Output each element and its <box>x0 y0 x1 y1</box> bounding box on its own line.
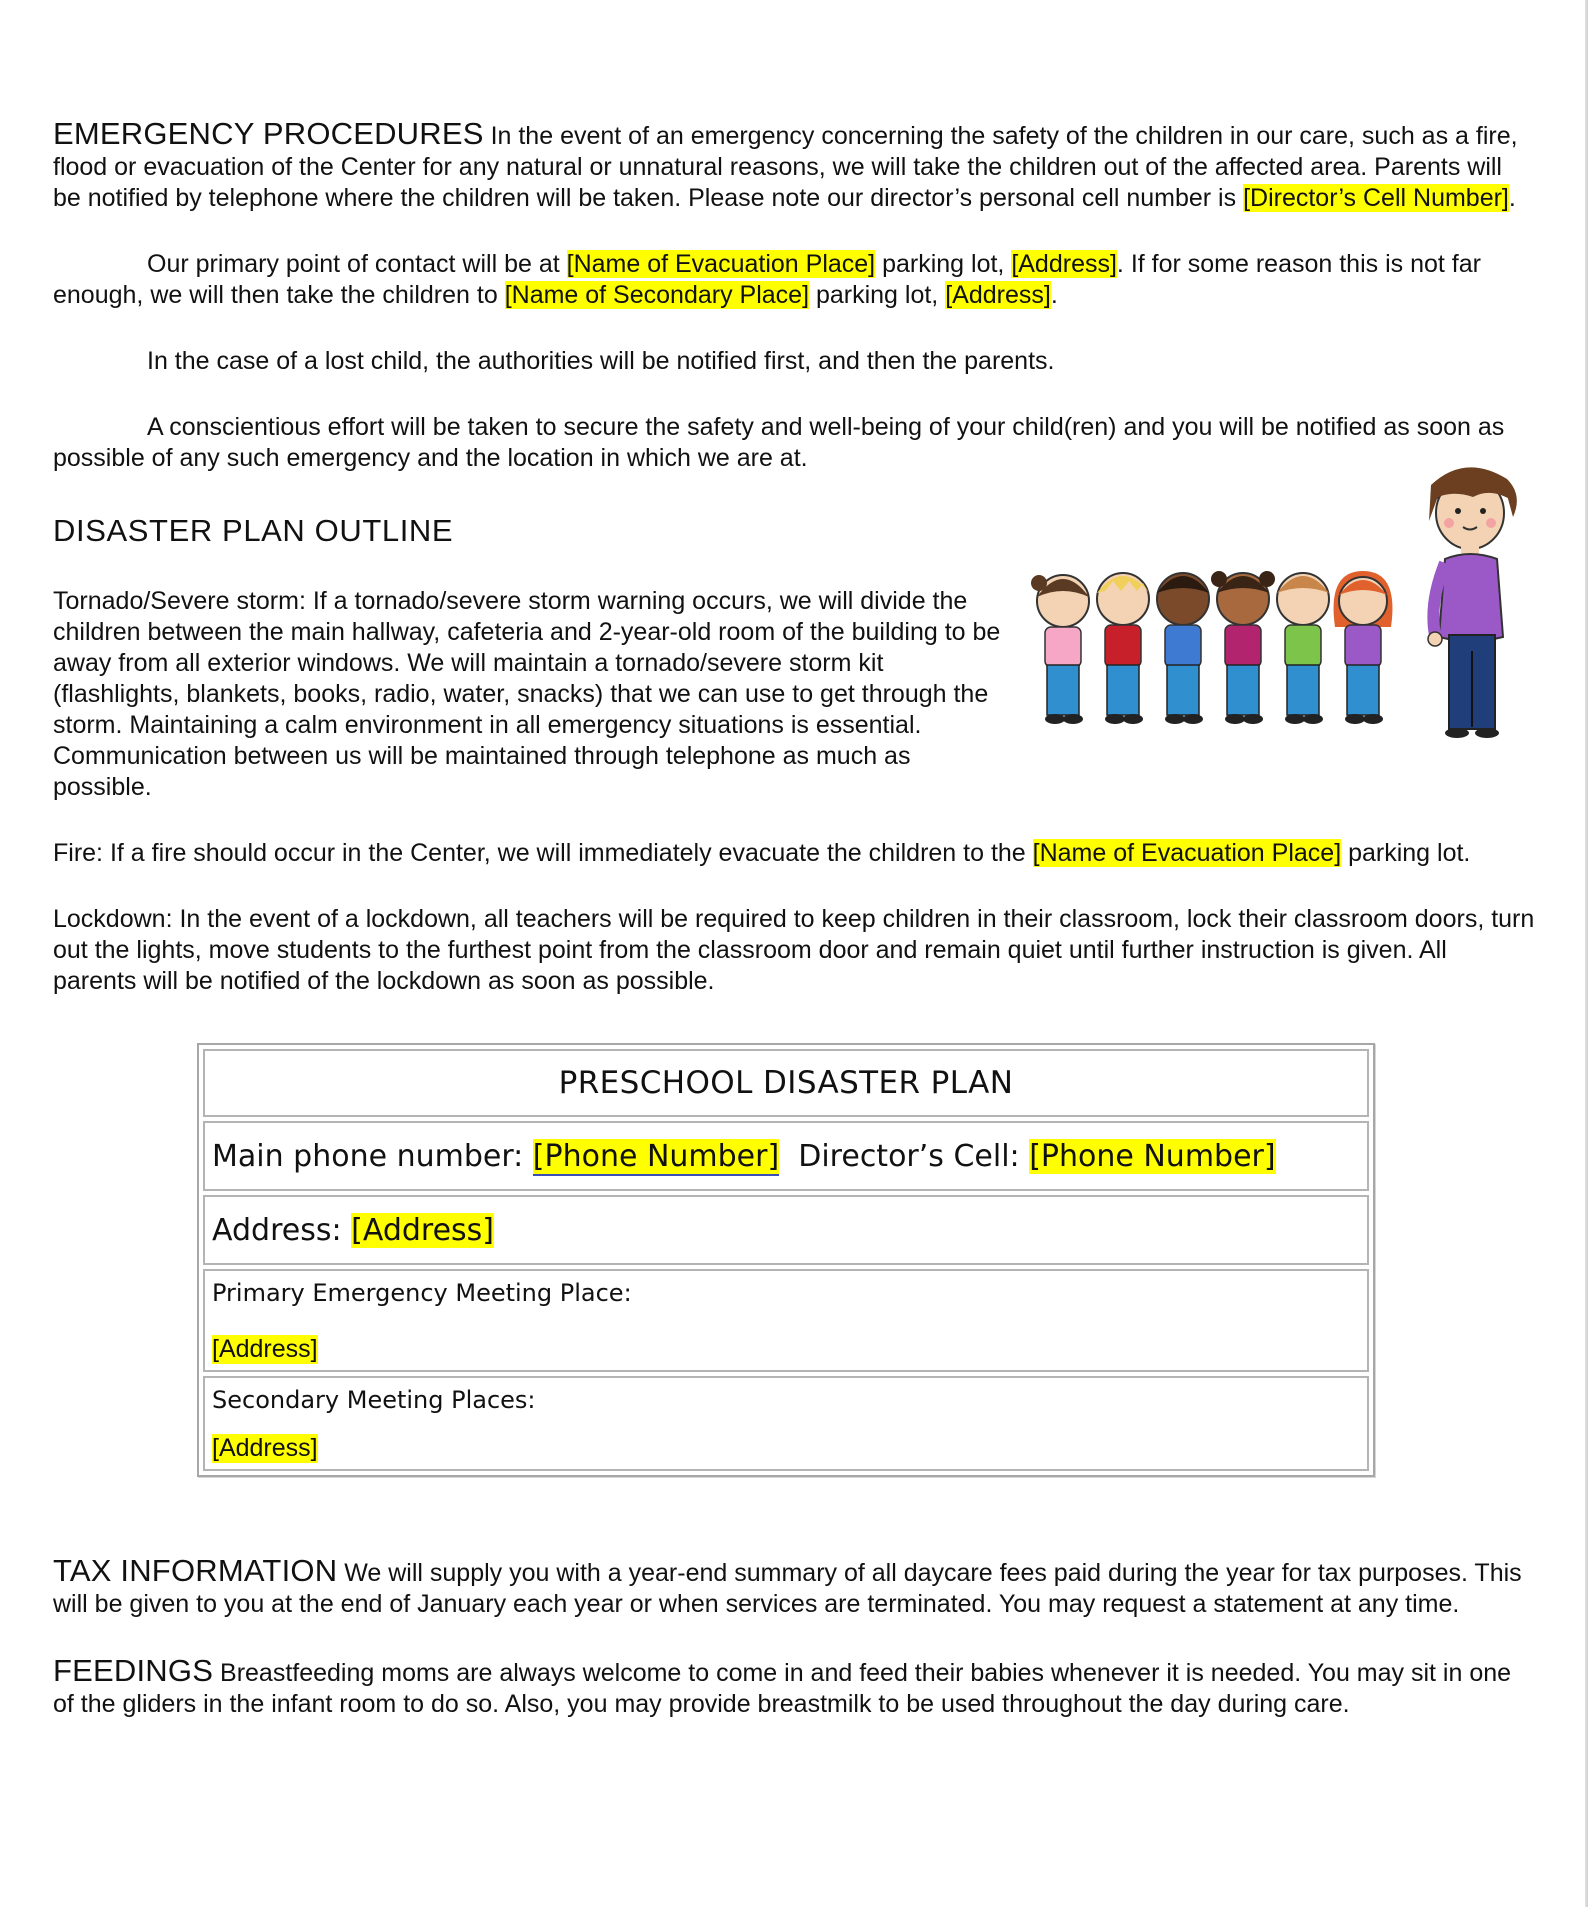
address-placeholder: [Address] <box>1011 250 1117 278</box>
secondary-meeting-row <box>203 1376 1369 1471</box>
lost-child-paragraph: In the case of a lost child, the authorities will be notified first, and then the parents. <box>147 347 1055 375</box>
lockdown-paragraph: Lockdown: In the event of a lockdown, all teachers will be required to keep children in their classroom, lock their classroom doors, turn out the lights, move students to the furthest point from the classroom door and remain quiet until further instruction is given. All parents will be notified of the lockdown as soon as possible. <box>53 905 1535 995</box>
child-figure-1 <box>1031 575 1089 724</box>
phone-row: Main phone number: [Phone Number] Director’s Cell: [Phone Number] <box>203 1121 1369 1191</box>
evacuation-place-placeholder: [Name of Evacuation Place] <box>1032 839 1342 867</box>
address-row: Address: [Address] <box>203 1195 1369 1265</box>
fire-paragraph: Fire: If a fire should occur in the Center, we will immediately evacuate the children to the [Name of Evacuation Place] parking lot. <box>53 839 1471 867</box>
primary-meeting-row <box>203 1269 1369 1372</box>
director-cell-value: [Phone Number] <box>1029 1138 1276 1174</box>
primary-meeting-address: [Address] <box>212 1335 318 1363</box>
director-cell-placeholder: [Director’s Cell Number] <box>1243 184 1509 212</box>
tornado-section <box>53 586 1535 803</box>
child-figure-3 <box>1157 573 1209 724</box>
emergency-paragraph: EMERGENCY PROCEDURES In the event of an emergency concerning the safety of the children in our care, such as a fire, flood or evacuation of the Center for any natural or unnatural reasons, we will take the children out of the affected area. Parents will be notified by telephone where the children will be taken. Please note our director’s personal cell number is [Director’s Cell Number]. <box>53 116 1518 212</box>
secondary-meeting-label: Secondary Meeting Places: <box>212 1386 536 1414</box>
child-figure-2 <box>1097 573 1149 724</box>
child-figure-6 <box>1334 571 1393 724</box>
tax-heading: TAX INFORMATION <box>53 1553 338 1588</box>
tornado-paragraph: Tornado/Severe storm: If a tornado/severe storm warning occurs, we will divide the children between the main hallway, cafeteria and 2-year-old room of the building to be away from all exterior windows. We will maintain a tornado/severe storm kit (flashlights, blankets, books, radio, water, snacks) that we can use to get through the storm. Maintaining a calm environment in all emergency situations is essential. Communication between us will be maintained through telephone as much as possible. <box>53 587 1001 801</box>
evacuation-paragraph: Our primary point of contact will be at [Name of Evacuation Place] parking lot, [Address]. If for some reason this is not far enough, we will then take the children to [Name of Secondary Place] parking lot, [Address]. <box>53 250 1481 309</box>
evacuation-place-placeholder: [Name of Evacuation Place] <box>566 250 876 278</box>
teacher-figure <box>1428 467 1517 738</box>
children-teacher-illustration <box>1025 451 1535 741</box>
child-figure-4 <box>1211 571 1275 724</box>
secondary-meeting-address: [Address] <box>212 1434 318 1462</box>
conscientious-paragraph: A conscientious effort will be taken to secure the safety and well-being of your child(ren) and you will be notified as soon as possible of any such emergency and the location in which we are at. <box>53 413 1505 472</box>
plan-table-title: PRESCHOOL DISASTER PLAN <box>203 1049 1369 1117</box>
emergency-heading: EMERGENCY PROCEDURES <box>53 116 484 151</box>
secondary-place-placeholder: [Name of Secondary Place] <box>504 281 810 309</box>
disaster-heading: DISASTER PLAN OUTLINE <box>53 513 454 548</box>
document-body <box>53 118 1535 1720</box>
primary-meeting-label: Primary Emergency Meeting Place: <box>212 1279 632 1307</box>
address-placeholder: [Address] <box>945 281 1051 309</box>
address-value: [Address] <box>351 1212 495 1248</box>
feedings-heading: FEEDINGS <box>53 1653 214 1688</box>
disaster-plan-table <box>197 1043 1375 1477</box>
tax-paragraph: TAX INFORMATION We will supply you with a year-end summary of all daycare fees paid during the year for tax purposes. This will be given to you at the end of January each year or when services are terminated. You may request a statement at any time. <box>53 1553 1522 1618</box>
child-figure-5 <box>1277 573 1329 724</box>
feedings-paragraph: FEEDINGS Breastfeeding moms are always welcome to come in and feed their babies whenever it is needed. You may sit in one of the gliders in the infant room to do so. Also, you may provide breastmilk to be used throughout the day during care. <box>53 1653 1512 1718</box>
main-phone-placeholder: [Phone Number] <box>532 1138 780 1174</box>
